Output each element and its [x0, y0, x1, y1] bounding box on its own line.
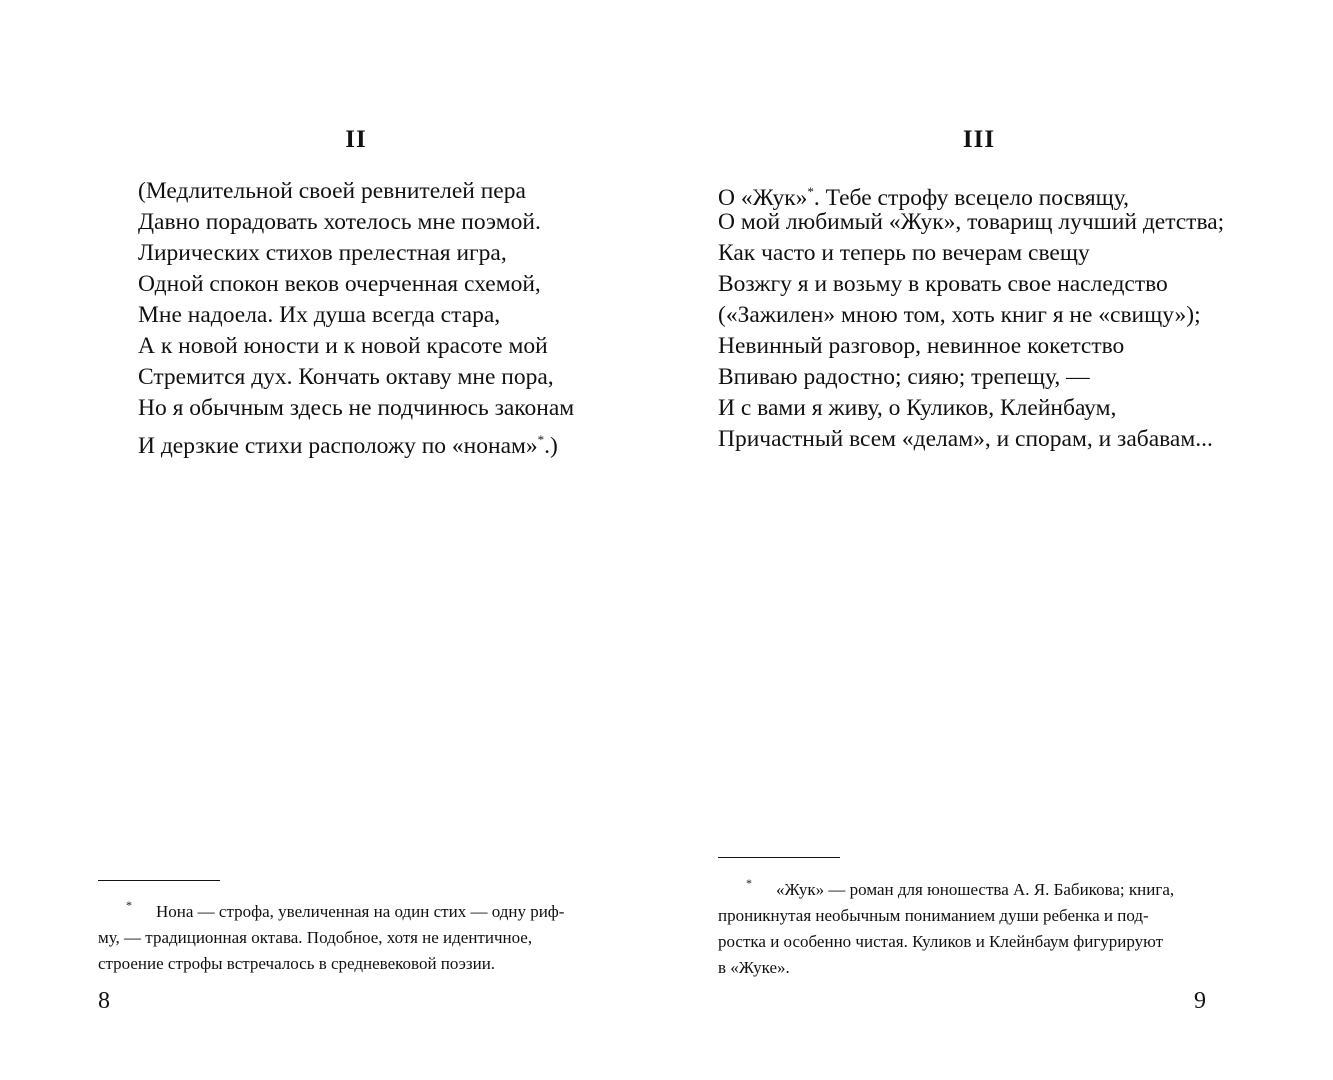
verse-line-text: И дерзкие стихи расположу по «нонам»	[138, 433, 538, 459]
verse-line: А к новой юности и к новой красоте мой	[138, 333, 548, 359]
left-page	[0, 0, 666, 1080]
footnote-line: Нона — строфа, увеличенная на один стих — одну риф-	[156, 902, 565, 921]
verse-line: И с вами я живу, о Куликов, Клейнбаум,	[718, 395, 1117, 421]
verse-line	[718, 176, 1224, 211]
verse-line-text: .)	[544, 433, 558, 459]
stanza-number: III	[962, 126, 996, 153]
footnote-line: в «Жуке».	[718, 958, 790, 977]
verse-line: Мне надоела. Их душа всегда стара,	[138, 302, 501, 328]
verse-line: («Зажилен» мною том, хоть книг я не «свищу»);	[718, 302, 1201, 328]
footnote-marker: *	[746, 876, 752, 890]
right-page	[666, 0, 1333, 1080]
page-number: 9	[1194, 988, 1206, 1014]
verse-line: Невинный разговор, невинное кокетство	[718, 333, 1125, 359]
footnote-reference[interactable]: *	[537, 432, 545, 447]
stanza-text	[138, 176, 575, 459]
verse-line: О мой любимый «Жук», товарищ лучший детства;	[718, 209, 1225, 235]
verse-line: (Медлительной своей ревнителей пера	[138, 178, 526, 204]
footnote-line: му, — традиционная октава. Подобное, хотя не идентичное,	[98, 928, 533, 947]
footnote-divider	[718, 857, 840, 858]
footnote-line: проникнутая необычным пониманием души ребенка и под-	[718, 906, 1149, 925]
verse-line: Лирических стихов прелестная игра,	[138, 240, 507, 266]
verse-line: Давно порадовать хотелось мне поэмой.	[138, 209, 541, 235]
verse-line-text: О «Жук»	[718, 185, 808, 211]
verse-line: Но я обычным здесь не подчинюсь законам	[138, 395, 575, 421]
footnote	[718, 870, 1263, 981]
page-number: 8	[98, 988, 110, 1014]
footnote-reference[interactable]: *	[807, 184, 814, 199]
stanza-number: II	[345, 126, 367, 153]
verse-line: Причастный всем «делам», и спорам, и забавам...	[718, 426, 1213, 452]
verse-line: Впиваю радостно; сияю; трепещу, —	[718, 364, 1090, 390]
stanza-text	[718, 176, 1224, 455]
verse-line	[138, 424, 574, 459]
footnote-line: «Жук» — роман для юношества А. Я. Бабикова; книга,	[776, 880, 1175, 899]
footnote-line: ростка и особенно чистая. Куликов и Клейнбаум фигурируют	[718, 932, 1164, 951]
footnote	[98, 892, 638, 977]
verse-line: Стремится дух. Кончать октаву мне пора,	[138, 364, 554, 390]
verse-line-text: . Тебе строфу всецело посвящу,	[813, 185, 1130, 211]
verse-line: Как часто и теперь по вечерам свещу	[718, 240, 1090, 266]
footnote-marker: *	[126, 898, 132, 912]
verse-line: Возжгу я и возьму в кровать свое наследство	[718, 271, 1168, 297]
footnote-line: строение строфы встречалось в средневековой поэзии.	[98, 954, 496, 973]
verse-line: Одной спокон веков очерченная схемой,	[138, 271, 541, 297]
footnote-divider	[98, 880, 220, 881]
